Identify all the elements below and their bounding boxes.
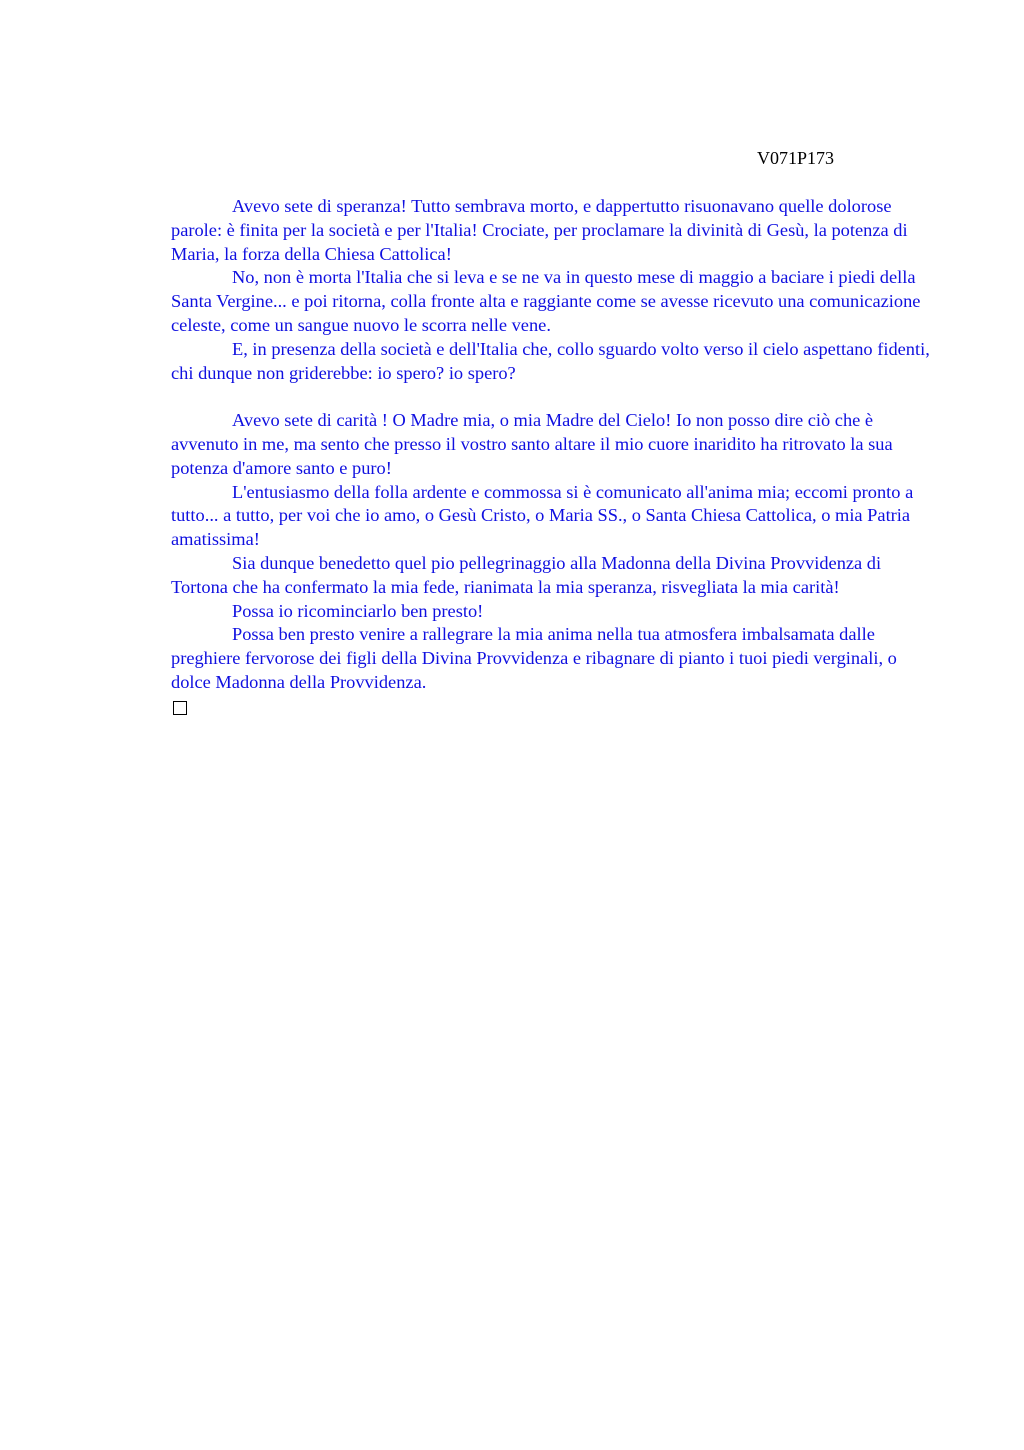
document-body	[171, 195, 931, 715]
paragraph: E, in presenza della società e dell'Italia che, collo sguardo volto verso il cielo aspettano fidenti, chi dunque non griderebbe: io spero? io spero?	[171, 338, 930, 383]
paragraph: L'entusiasmo della folla ardente e commossa si è comunicato all'anima mia; eccomi pronto a tutto... a tutto, per voi che io amo, o Gesù Cristo, o Maria SS., o Santa Chiesa Cattolica, o mia Patria amatissima!	[171, 481, 914, 550]
paragraph: No, non è morta l'Italia che si leva e se ne va in questo mese di maggio a baciare i piedi della Santa Vergine... e poi ritorna, colla fronte alta e raggiante come se avesse ricevuto una comunicazione celeste, come un sangue nuovo le scorra nelle vene.	[171, 267, 921, 335]
paragraph: Sia dunque benedetto quel pio pellegrinaggio alla Madonna della Divina Provvidenza di Tortona che ha confermato la mia fede, rianimata la mia speranza, risvegliata la mia carità!	[171, 552, 882, 597]
blank-line	[171, 385, 931, 409]
page-identifier: V071P173	[757, 148, 835, 168]
paragraph: Avevo sete di carità ! O Madre mia, o mia Madre del Cielo! Io non posso dire ciò che è avvenuto in me, ma sento che presso il vostro santo altare il mio cuore inaridito ha ritrovato la sua potenza d'amore santo e puro!	[171, 410, 893, 478]
paragraph: Avevo sete di speranza! Tutto sembrava morto, e dappertutto risuonavano quelle dolorose parole: è finita per la società e per l'Italia! Crociate, per proclamare la divinità di Gesù, la potenza di Maria, la forza della Chiesa Cattolica!	[171, 196, 908, 264]
paragraph: Possa ben presto venire a rallegrare la mia anima nella tua atmosfera imbalsamata dalle preghiere fervorose dei figli della Divina Provvidenza e ribagnare di pianto i tuoi piedi verginali, o dolce Madonna della Provvidenza.	[171, 624, 897, 692]
end-of-text-box-icon	[173, 701, 187, 715]
paragraph: Possa io ricominciarlo ben presto!	[232, 600, 484, 621]
